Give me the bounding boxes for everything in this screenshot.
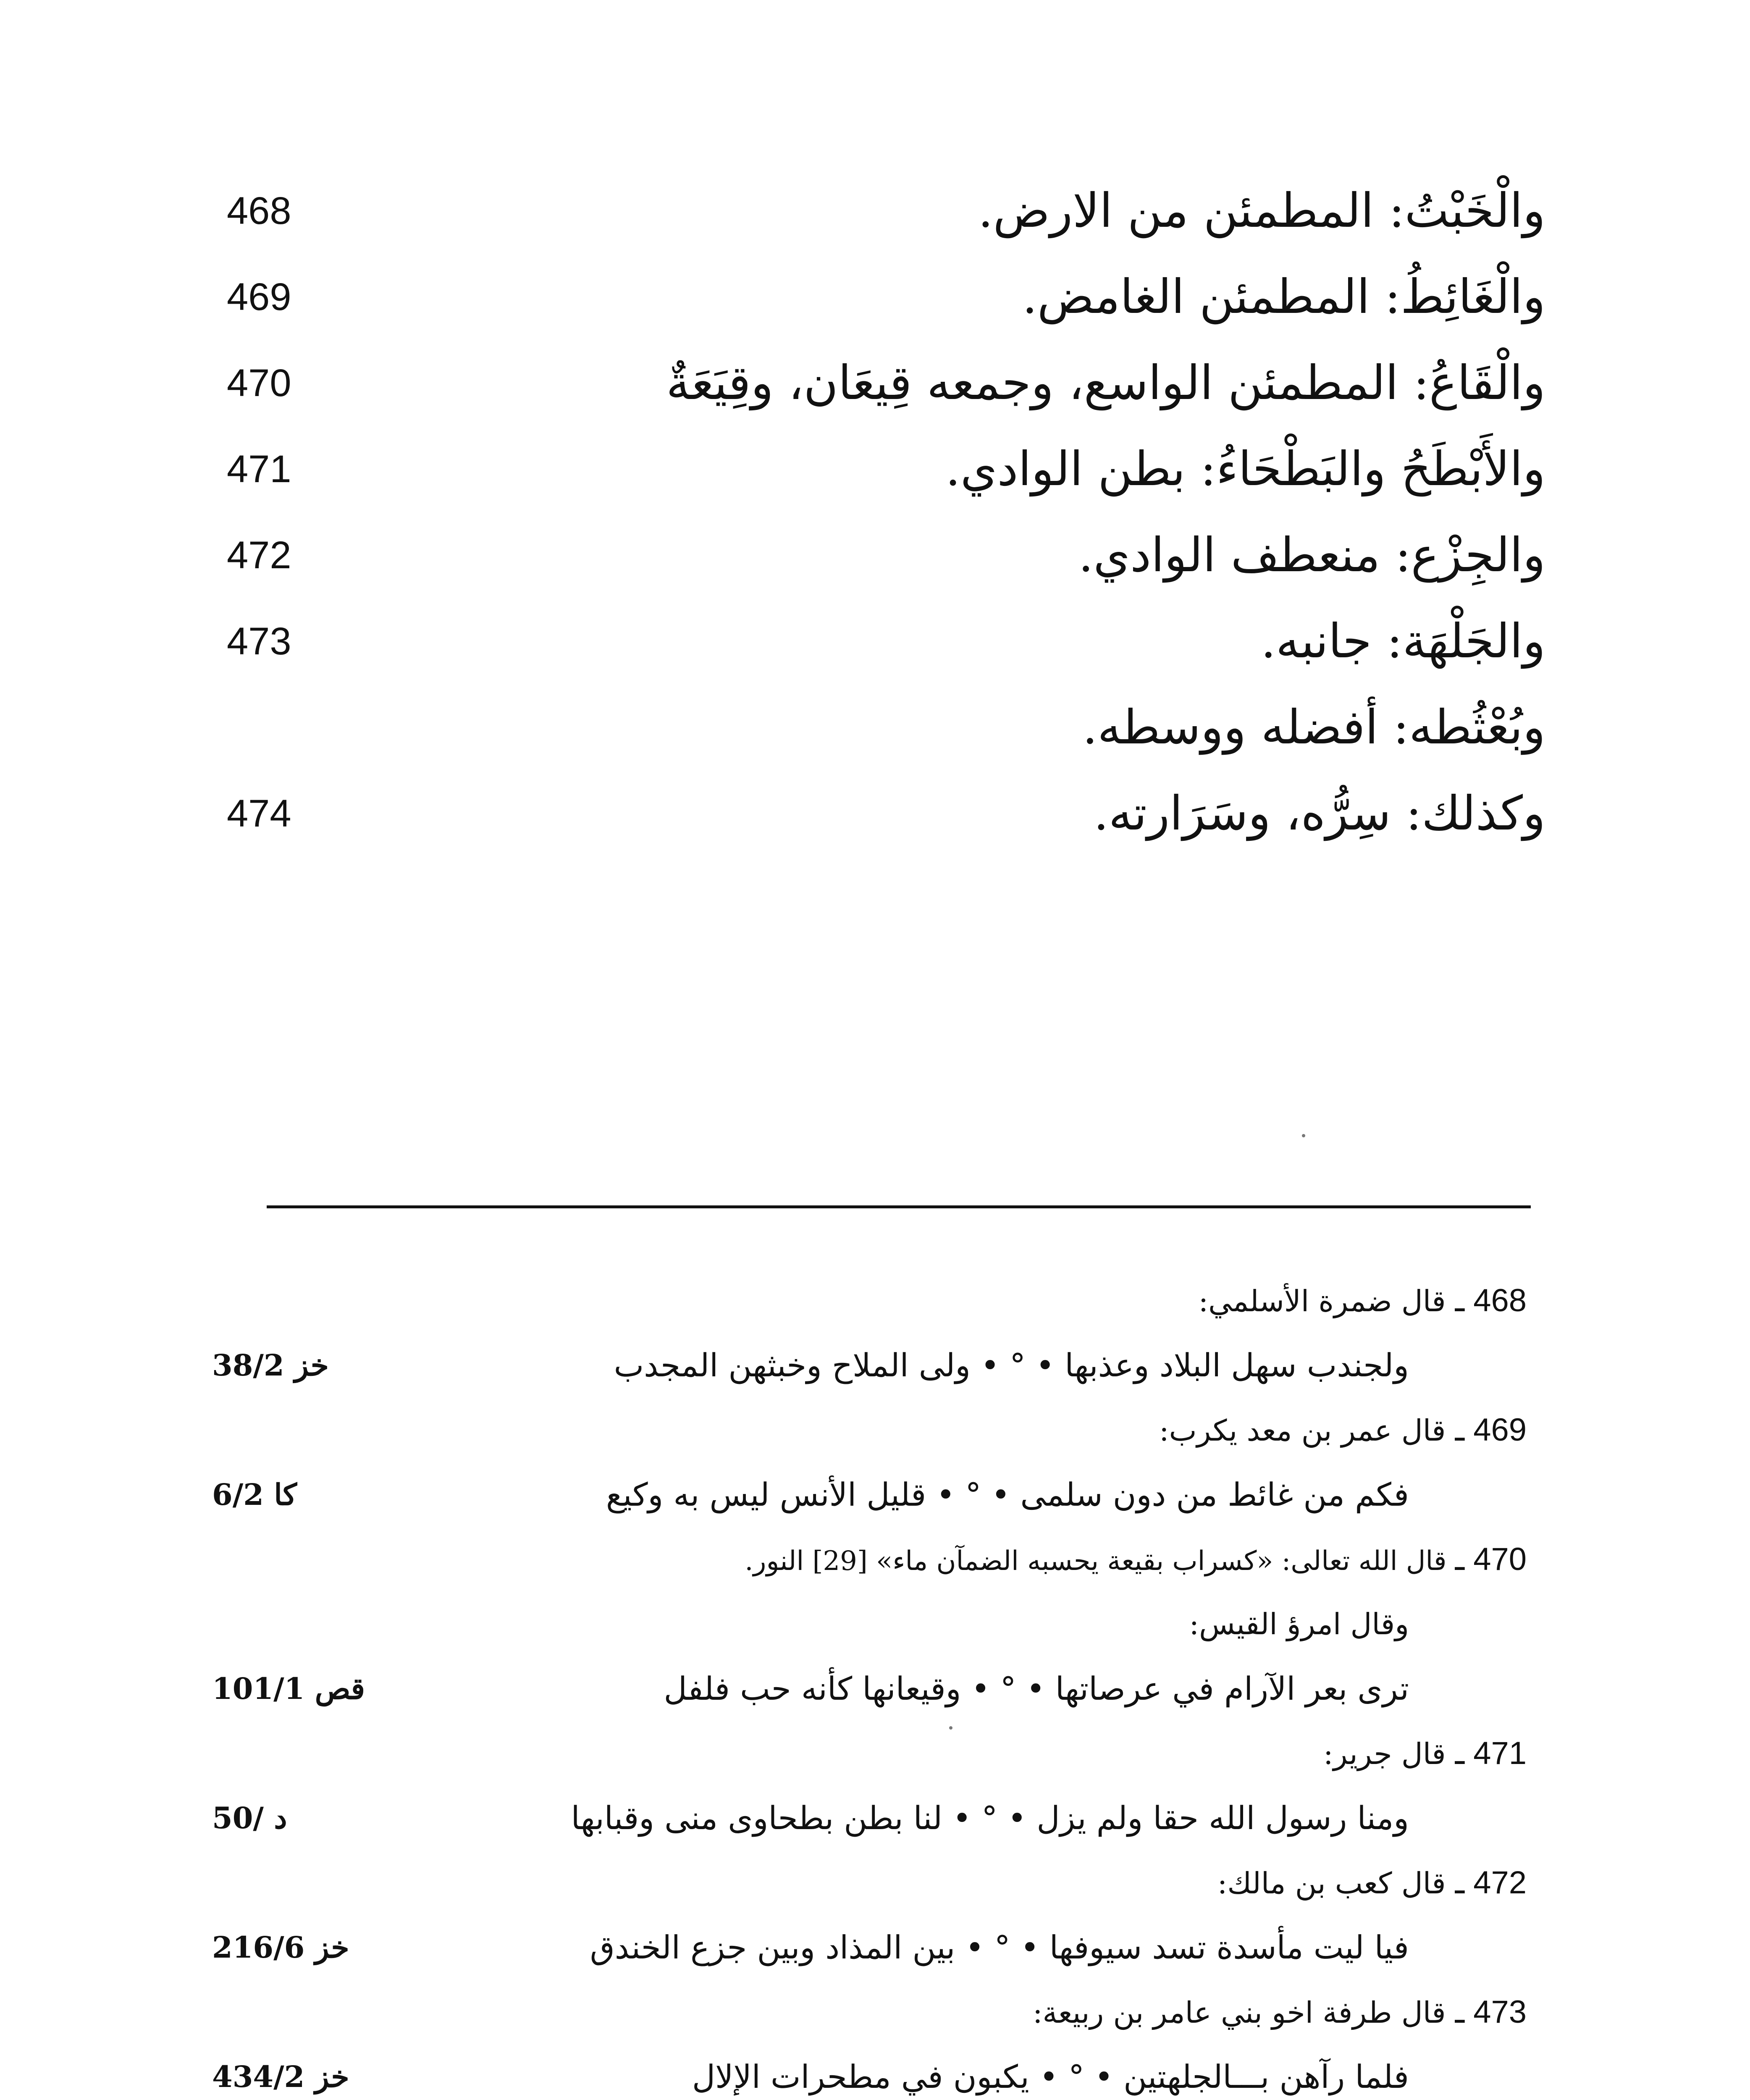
entry-number: 468	[227, 189, 291, 232]
verse-text: فلما رآهن بـــالجلهتين • ° • يكبون في مطحرات الإلال	[692, 2058, 1409, 2095]
verse-text: ولجندب سهل البلاد وعذبها • ° • ولى الملاح وخبثهن المجدب	[614, 1347, 1409, 1384]
footnote-divider	[267, 1205, 1531, 1208]
glossary-entries	[227, 168, 1545, 857]
verse-source: كا 6/2	[212, 1477, 297, 1512]
entry-number: 471	[227, 448, 291, 491]
footnote-heading	[212, 1527, 1527, 1592]
glossary-entry	[227, 254, 1545, 340]
footnote-number: 468 ـ	[1455, 1283, 1527, 1318]
verse-source: خز 38/2	[212, 1348, 329, 1383]
entry-number: 469	[227, 276, 291, 318]
footnote-verse	[212, 1462, 1527, 1527]
verse-text: فيا ليت مأسدة تسد سيوفها • ° • بين المذاد وبين جزع الخندق	[590, 1929, 1409, 1966]
glossary-entry	[227, 168, 1545, 254]
footnote-number: 469 ـ	[1455, 1412, 1527, 1448]
verse-text: فكم من غائط من دون سلمى • ° • قليل الأنس ليس به وكيع	[606, 1476, 1409, 1513]
footnote-verse	[212, 1333, 1527, 1398]
verse-text: ومنا رسول الله حقا ولم يزل • ° • لنا بطن بطحاوى منى وقبابها	[571, 1799, 1409, 1837]
entry-number: 473	[227, 620, 291, 663]
glossary-entry	[227, 512, 1545, 598]
entry-text: والْغَائِطُ: المطمئن الغامض.	[1022, 270, 1545, 324]
glossary-entry	[227, 685, 1545, 771]
verse-source: خز 434/2	[212, 2059, 349, 2094]
entry-text: والجِزْع: منعطف الوادي.	[1078, 528, 1545, 583]
footnote-heading-text: قال جرير:	[1323, 1737, 1446, 1771]
footnote-heading	[212, 1851, 1527, 1915]
footnote-heading-text: قال طرفة اخو بني عامر بن ربيعة:	[1032, 1995, 1446, 2030]
entry-text: والْقَاعُ: المطمئن الواسع، وجمعه قِيعَان، وقِيَعَةٌ	[666, 356, 1545, 410]
verse-source: قص 101/1	[212, 1671, 365, 1706]
footnote-number: 471 ـ	[1455, 1735, 1527, 1771]
verse-source: د /50	[212, 1801, 287, 1835]
glossary-entry	[227, 771, 1545, 857]
footnote-heading	[212, 1721, 1527, 1786]
speck-mark	[1302, 1134, 1305, 1137]
footnote-heading-text: قال ضمرة الأسلمي:	[1198, 1284, 1446, 1318]
footnotes	[212, 1268, 1527, 2100]
footnote-number: 472 ـ	[1455, 1865, 1527, 1900]
footnote-number: 473 ـ	[1455, 1994, 1527, 2030]
footnote-heading	[212, 1398, 1527, 1462]
entry-text: والْخَبْتُ: المطمئن من الارض.	[978, 184, 1545, 238]
footnote-heading	[212, 1268, 1527, 1333]
entry-number: 470	[227, 362, 291, 404]
speck-mark	[949, 1726, 952, 1730]
entry-text: والجَلْهَة: جانبه.	[1261, 614, 1545, 669]
footnote-heading-text: قال عمر بن معد يكرب:	[1159, 1413, 1446, 1448]
footnote-heading-text: قال كعب بن مالك:	[1217, 1866, 1446, 1900]
entry-number: 474	[227, 792, 291, 835]
footnote-number: 470 ـ	[1455, 1541, 1527, 1577]
footnote-verse	[212, 1786, 1527, 1851]
footnote-subheading-text: وقال امرؤ القيس:	[1189, 1607, 1409, 1641]
entry-text: والأَبْطَحُ والبَطْحَاءُ: بطن الوادي.	[945, 442, 1545, 496]
entry-text: وبُعْثُطه: أفضله ووسطه.	[1082, 700, 1545, 755]
footnote-verse	[212, 1656, 1527, 1721]
verse-text: ترى بعر الآرام في عرصاتها • ° • وقيعانها كأنه حب فلفل	[664, 1670, 1409, 1707]
entry-number: 472	[227, 534, 291, 577]
glossary-entry	[227, 340, 1545, 426]
entry-text: وكذلك: سِرُّه، وسَرَارته.	[1094, 786, 1545, 841]
glossary-entry	[227, 598, 1545, 685]
footnote-heading	[212, 1980, 1527, 2045]
footnote-subheading	[212, 1592, 1527, 1656]
footnote-heading-text: قال الله تعالى: «كسراب بقيعة يحسبه الضمآن ماء» [29] النور.	[745, 1546, 1447, 1577]
verse-source: خز 216/6	[212, 1930, 349, 1965]
glossary-entry	[227, 426, 1545, 512]
footnote-verse	[212, 2045, 1527, 2100]
footnote-verse	[212, 1915, 1527, 1980]
